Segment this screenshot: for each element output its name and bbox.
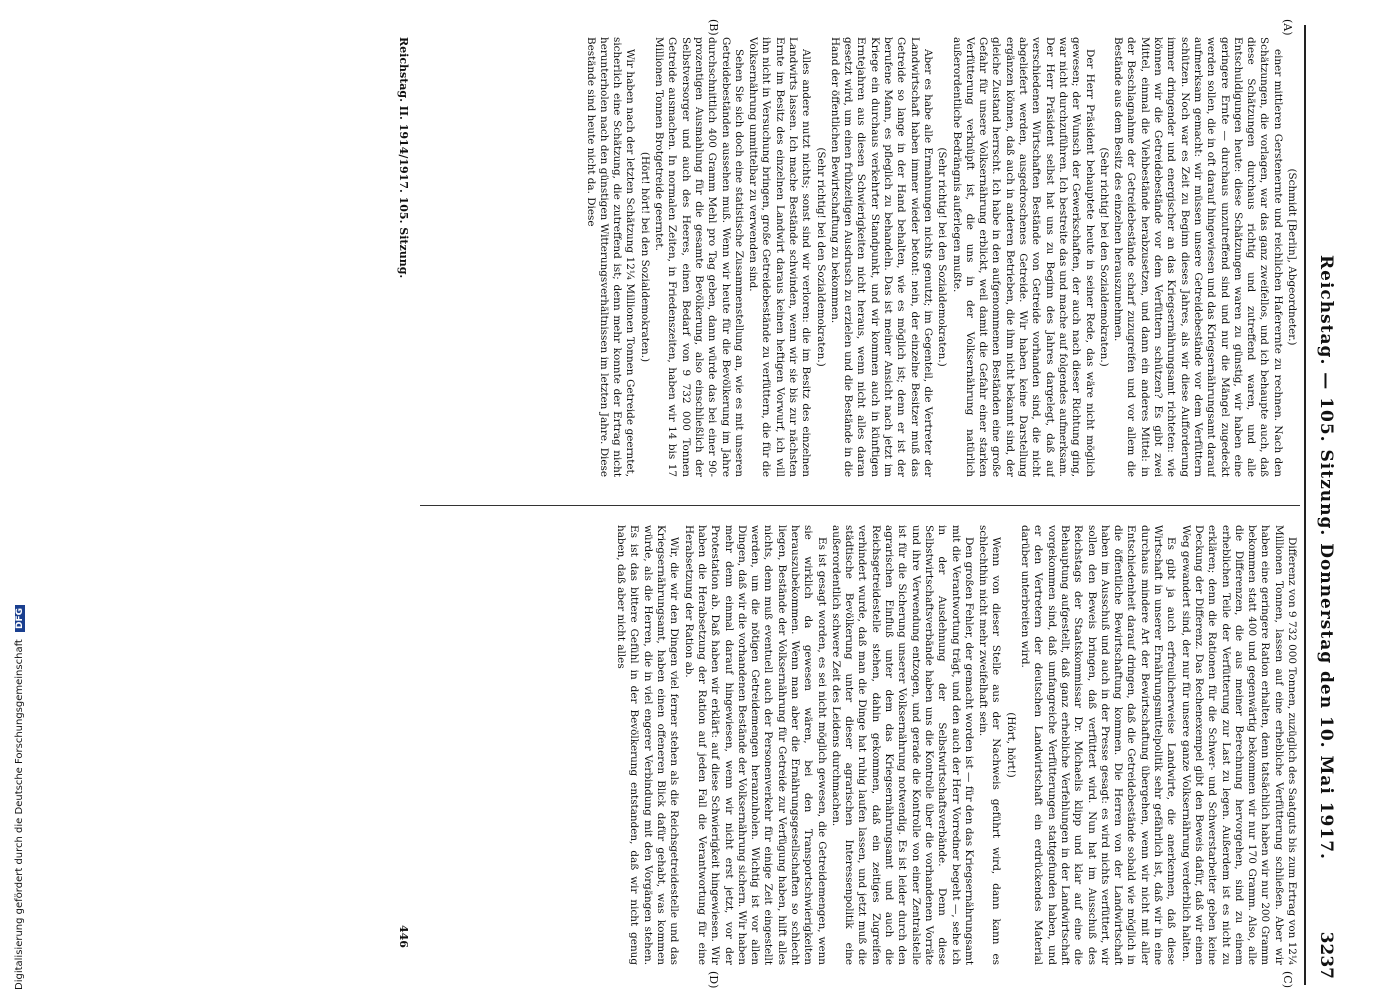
paragraph: einer mittleren Gerstenernte und reichlichen Haferernte zu rechnen. Nach den Schätzungen, die vorlagen, war das ganz zweifellos, und ich behaupte auch, daß diese Schätzungen durchaus richtig und zutreffend waren, und alle Entschuldigungen heute: diese Schätzungen waren zu günstig, wir haben eine geringere Ernte — durchaus unzutreffend sind und nur die Mängel zugedeckt werden sollen, die in oft darauf hingewiesen und das Kriegsernährungsamt darauf aufmerksam gemacht: wir müssen unsere Getreidebestände vor dem Verfüttern schützen. Noch war es Zeit zu Beginn dieses Jahres, als wir diese Aufforderung immer dringender und energischer an das Kriegsernährungsamt richteten: wie können wir die Getreidebestände vor dem Verfüttern schützen? Es gibt zwei Mittel, einmal die Viehbestände herabzusetzen, und dann ein anderes Mittel: in der Beschlagnahme der Getreidebestände scharf zuzugreifen und vor allem die Bestände aus dem Besitz des einzelnen herauszunehmen. — [1112, 37, 1284, 477]
margin-marker-c: (C) — [1281, 971, 1294, 988]
paragraph: Es ist gesagt worden, es sei nicht möglich gewesen, die Getreidemengen, wenn sie wirklich da gewesen wären, bei den Transportschwierigkeiten herauszubekommen. Wenn man aber die Ernährungsgesellschaften so schlecht liegen, Bestände der Volksernährung für Getreide zur Verfügung haben, hilft alles nichts, denn muß eventuell auch der Personenverkehr für einige Zeit eingestellt werden, um die nötigen Getreidemengen heranzuholen. Wichtig ist vor allen Dingen, daß wir die vorhandenen Bestände der Volksernährung sichern. Wir haben mehr denn einmal darauf hingewiesen, wenn wir nicht erst jetzt, vor der Protestation ab. Daß haben wir erklärt: auf diese Schwierigkeit hingewiesen. Wir haben die Herabsetzung der Ration auf jeden Fall die Verantwortung für eine Herabsetzung der Ration ab. — [682, 525, 828, 965]
paragraph: Sehen Sie sich doch eine statistische Zusammenstellung an, wie es mit unseren Getreidebeständen aussehen muß. Wenn wir heute für die Bevölkerung im Jahre durchschnittlich 400 Gramm Mehl pro Tag geben, dann würde das bei einer 90-prozentigen Ausmahlung für die gesamte Bevölkerung, also einschließlich der Selbstversorger und auch des Heeres, einen Bedarf von 9 732 000 Tonnen Getreide ausmachen. In normalen Zeiten, in Friedenszeiten, haben wir 14 bis 17 Millionen Tonnen Brotgetreide geerntet. — [653, 37, 745, 477]
page-title: Reichstag. — 105. Sitzung. Donnerstag den 10. Mai 1917. — [1316, 255, 1336, 860]
right-column — [418, 525, 1298, 965]
interjection: (Sehr richtig! bei den Sozialdemokraten.) — [936, 147, 949, 367]
page-footer: Reichstag. II. 1914/1917. 105. Sitzung. — [397, 37, 410, 279]
paragraph: Alles andere nutzt nichts; sonst sind wir verloren: die im Besitz des einzelnen Landwirts lassen. Ich mache Bestände schwinden, wenn wir sie bis zur nächsten Ernte im Besitz des einzelnen Landwirt daraus keinen heftigen Vorwurf, ich will ihn nicht in Versuchung bringen, große Getreidebestände zu verfüttern, die für die Volksernährung unmittelbar zu verwenden sind. — [747, 37, 813, 477]
digitization-credit — [14, 605, 25, 990]
paragraph: Den großen Fehler, der gemacht worden ist — für den das Kriegsernährungsamt mit die Verantwortung trägt, und den auch der Herr Vorredner begeht —, sehe ich in der Ausdehnung der Selbstwirtschaftsverbände. Denn diese Selbstwirtschaftsverbände haben uns die Kontrolle über die vorhandenen Vorräte und ihre Verwendung entzogen, und gerade die Kontrolle von einer Zentralstelle ist für die Sicherung unserer Volksernährung notwendig. Es ist leider durch den agrarischen Einfluß unter dem das Kriegsernährungsamt und auch die Reichsgetreidestelle stehen, dahin gekommen, daß ein zeitiges Zugreifen verhindert wurde, daß man die Dinge hat ruhig laufen lassen, und jetzt muß die städtische Bevölkerung unter dieser agrarischen Interessenpolitik eine außerordentlich schwere Zeit des Leidens durchmachen. — [829, 525, 975, 965]
margin-marker-a: (A) — [1281, 19, 1294, 36]
scanned-page — [10, 19, 1340, 989]
paragraph: Wir, die wir den Dingen viel ferner stehen als die Reichsgetreidestelle und das Kriegsernährungsamt, haben einen offeneren Blick dafür gehabt, was kommen würde, als die Herren, die in viel engerer Verbindung mit den Vorgängen stehen. Es ist das bittere Gefühl in der Bevölkerung entstanden, daß wir nicht genug haben, daß aber nicht alles — [615, 525, 681, 965]
leaf-number: 446 — [397, 925, 410, 948]
paragraph: Differenz von 9 732 000 Tonnen, zuzüglich des Saatguts bis zum Ertrag von 12¼ Millionen Tonnen, lassen auf eine erhebliche Verfütterung schließen. Aber wir haben eine geringere Ration erhalten, denn tatsächlich haben wir nur 200 Gramm bekommen statt 400 und gegenwärtig bekommen wir nur 170 Gramm. Also, alle die Differenzen, die aus meiner Berechnung hervorgehen, sind zu einem erheblichen Teile der Verfütterung zur Last zu legen. Außerdem ist es nicht zu erklären; denn die Rationen für die Schwer- und Schwerstarbeiter geben keine Deckung der Differenz. Das Rechenexempel gibt den Beweis dafür, daß wir einen Weg gewandert sind, der nur für unsere ganze Volksernährung verderblich halten. — [1179, 525, 1298, 965]
header-rule — [1304, 25, 1306, 985]
page-header — [1306, 25, 1340, 985]
paragraph: Wir haben nach der letzten Schätzung 12¼ Millionen Tonnen Getreide geerntet, sicherlich eine Schätzung, die zutreffend ist; denn mehr konnte der Ertrag nicht herunterholen nach den günstigen Witterungsverhältnissen im letzten Jahre. Diese Bestände sind heute nicht da. Diese — [584, 37, 637, 477]
interjection: (Hört, hört!) — [1004, 712, 1017, 778]
paragraph: Der Herr Präsident behauptete heute in seiner Rede, das wäre nicht möglich gewesen; der Wunsch der Gewerkschaften, der auch nach dieser Richtung ging, war nicht durchzuführen. Ich bestreite das und mache auf folgendes aufmerksam. Der Herr Präsident selbst hat uns zu Beginn des Jahres dargelegt, daß auf verschiedenen Wirtschaften Bestände von Getreide vorhanden sind, die nicht abgeliefert werden, ausgedroschenes Getreide. Wir haben keine Darstellung ergänzen können, daß auch in anderen Betrieben, die ihm nicht bekannt sind, der gleiche Zustand herrscht. Ich habe in den aufgenommenen Beständen eine große Gefahr für unsere Volksernährung erblickt, weil damit die Gefahr einer starken Verfütterung verknüpft ist, die uns in der Volksernährung natürlich außerordentliche Bedrängnis auferlegen mußte. — [950, 37, 1096, 477]
dfg-logo: DFG — [15, 605, 25, 632]
left-column — [418, 37, 1298, 477]
page-number: 3237 — [1316, 931, 1336, 979]
paragraph: Wenn von dieser Stelle aus der Nachweis geführt wird, dann kann es schlechthin nicht mehr zweifelhaft sein. — [977, 525, 1003, 965]
column-divider — [420, 505, 1300, 506]
credit-text: Digitalisierung gefördert durch die Deutsche Forschungsgemeinschaft — [14, 639, 25, 990]
interjection: (Hört! hört! bei den Sozialdemokraten.) — [638, 151, 651, 363]
interjection: (Sehr richtig! bei den Sozialdemokraten.) — [1097, 147, 1110, 367]
margin-marker-d: (D) — [707, 971, 720, 989]
margin-marker-b: (B) — [707, 19, 720, 36]
paragraph: Es gibt ja auch erfreulicherweise Landwirte, die anerkennen, daß diese Wirtschaft in unserer Ernährungsmittelpolitik sehr gefährlich ist, daß wir in eine durchaus mindere Art der Bewirtschaftung übergehen, wenn wir nicht mit aller Entschiedenheit darauf dringen, daß die Getreidebestände sobald wie möglich in die öffentliche Bewirtschaftung kommen. Die Herren von der Landwirtschaft haben im Ausschuß und auch in der Presse gesagt: es wird nichts verfüttert, wir sollen den Beweis bringen, daß verfüttert wird. Nun hat im Ausschuß des Reichstags der Staatskommissar Dr. Michaelis klipp und klar auf eine die Behauptung aufgestellt, daß ganz erhebliche Verfehlungen in der Landwirtschaft vorgekommen sind, daß umfangreiche Verfütterungen stattgefunden haben, und er den Vertretern der deutschen Landwirtschaft ein erdrückendes Material darüber unterbreiten wird. — [1019, 525, 1178, 965]
paragraph: Aber es habe alle Ermahnungen nichts genutzt; im Gegenteil, die Vertreter der Landwirtschaft haben immer wieder betont: nein, der einzelne Besitzer muß das Getreide so lange in der Hand behalten, wie es möglich ist; denn er ist der berufene Mann, es pfleglich zu behandeln. Das ist meiner Ansicht nach jetzt im Kriege ein durchaus verkehrter Standpunkt, und wir kommen auch in künftigen Erntejahren aus diesen Schwierigkeiten nicht heraus, wenn nicht alles daran gesetzt wird, um einen frühzeitigen Ausdrusch zu erzielen und die Bestände in die Hand der öffentlichen Bewirtschaftung zu bekommen. — [828, 37, 934, 477]
speaker-line: (Schmidt [Berlin], Abgeordneter.) — [1286, 168, 1298, 346]
interjection: (Sehr richtig! bei den Sozialdemokraten.) — [814, 147, 827, 367]
